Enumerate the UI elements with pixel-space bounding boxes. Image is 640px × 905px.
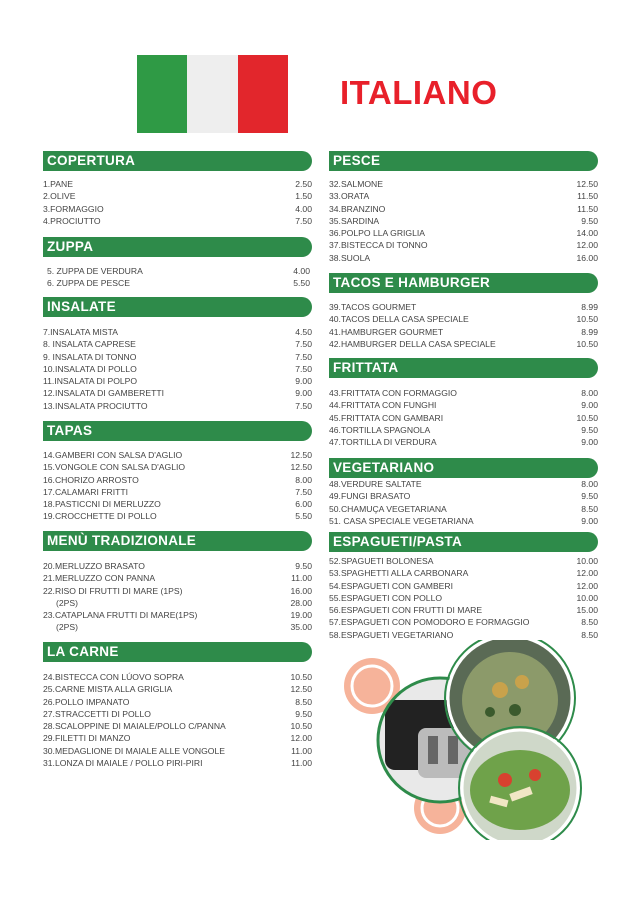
menu-item: 50.CHAMUÇA VEGETARIANA 8.50	[329, 503, 598, 514]
section-header: ZUPPA	[43, 237, 312, 257]
menu-item: 45.FRITTATA CON GAMBARI 10.50	[329, 412, 598, 423]
section-vegetariano	[329, 458, 598, 527]
menu-item: 53.SPAGHETTI ALLA CARBONARA 12.00	[329, 568, 598, 579]
section-header: COPERTURA	[43, 151, 312, 171]
menu-item: 1.PANE 2.50	[43, 179, 312, 189]
section-espagueti-pasta	[329, 532, 598, 641]
menu-item: 49.FUNGI BRASATO 9.50	[329, 491, 598, 502]
section-la-carne	[43, 642, 312, 769]
menu-item: 20.MERLUZZO BRASATO 9.50	[43, 561, 312, 571]
menu-item: (2PS) 28.00	[56, 597, 312, 608]
section-insalate	[43, 297, 312, 412]
section-header: ESPAGUETI/PASTA	[329, 532, 598, 552]
menu-item: 58.ESPAGUETI VEGETARIANO 8.50	[329, 629, 598, 640]
flag-white-stripe	[187, 55, 237, 133]
menu-item: 2.OLIVE 1.50	[43, 191, 312, 202]
flag-red-stripe	[238, 55, 288, 133]
menu-item: 34.BRANZINO 11.50	[329, 203, 598, 214]
menu-item: 11.INSALATA DI POLPO 9.00	[43, 376, 312, 387]
menu-item: 32.SALMONE 12.50	[329, 179, 598, 189]
section-header: TACOS E HAMBURGER	[329, 273, 598, 293]
menu-item: 9. INSALATA DI TONNO 7.50	[43, 351, 312, 362]
menu-item: 44.FRITTATA CON FUNGHI 9.00	[329, 400, 598, 411]
menu-item: 31.LONZA DI MAIALE / POLLO PIRI-PIRI 11.00	[43, 758, 312, 769]
menu-item: 5. ZUPPA DE VERDURA 4.00	[47, 266, 310, 276]
section-header: LA CARNE	[43, 642, 312, 662]
menu-title: ITALIANO	[340, 74, 498, 111]
menu-item: 26.POLLO IMPANATO 8.50	[43, 696, 312, 707]
menu-item: 42.HAMBURGER DELLA CASA SPECIALE 10.50	[329, 338, 598, 349]
menu-item: (2PS) 35.00	[56, 622, 312, 633]
section-header: FRITTATA	[329, 358, 598, 378]
menu-item: 54.ESPAGUETI CON GAMBERI 12.00	[329, 580, 598, 591]
menu-item: 7.INSALATA MISTA 4.50	[43, 327, 312, 337]
section-header: VEGETARIANO	[329, 458, 598, 478]
menu-item: 29.FILETTI DI MANZO 12.00	[43, 733, 312, 744]
menu-item: 17.CALAMARI FRITTI 7.50	[43, 486, 312, 497]
section-header: TAPAS	[43, 421, 312, 441]
menu-item: 22.RISO DI FRUTTI DI MARE (1PS) 16.00	[43, 585, 312, 596]
menu-item: 24.BISTECCA CON LÚOVO SOPRA 10.50	[43, 672, 312, 682]
menu-item: 38.SUOLA 16.00	[329, 252, 598, 263]
menu-item: 37.BISTECCA DI TONNO 12.00	[329, 240, 598, 251]
menu-item: 23.CATAPLANA FRUTTI DI MARE(1PS) 19.00	[43, 610, 312, 621]
menu-item: 52.SPAGUETI BOLONESA 10.00	[329, 556, 598, 566]
menu-item: 33.ORATA 11.50	[329, 191, 598, 202]
food-photo-collage	[340, 640, 590, 840]
section-menu-tradizionale	[43, 531, 312, 634]
menu-item: 18.PASTICCNI DI MERLUZZO 6.00	[43, 499, 312, 510]
menu-item: 10.INSALATA DI POLLO 7.50	[43, 363, 312, 374]
menu-item: 36.POLPO LLA GRIGLIA 14.00	[329, 228, 598, 239]
flag-green-stripe	[137, 55, 187, 133]
menu-item: 27.STRACCETTI DI POLLO 9.50	[43, 708, 312, 719]
menu-item: 55.ESPAGUETI CON POLLO 10.00	[329, 592, 598, 603]
menu-item: 39.TACOS GOURMET 8.99	[329, 302, 598, 312]
section-copertura	[43, 151, 312, 227]
section-header: INSALATE	[43, 297, 312, 317]
menu-item: 3.FORMAGGIO 4.00	[43, 203, 312, 214]
menu-item: 12.INSALATA DI GAMBERETTI 9.00	[43, 388, 312, 399]
section-pesce	[329, 151, 598, 264]
menu-item: 28.SCALOPPINE DI MAIALE/POLLO C/PANNA 10.50	[43, 721, 312, 732]
menu-item: 30.MEDAGLIONE DI MAIALE ALLE VONGOLE 11.00	[43, 745, 312, 756]
menu-item: 8. INSALATA CAPRESE 7.50	[43, 339, 312, 350]
section-header: PESCE	[329, 151, 598, 171]
menu-item: 51. CASA SPECIALE VEGETARIANA 9.00	[329, 515, 598, 526]
menu-item: 41.HAMBURGER GOURMET 8.99	[329, 326, 598, 337]
menu-item: 6. ZUPPA DE PESCE 5.50	[47, 278, 310, 289]
menu-item: 14.GAMBERI CON SALSA D'AGLIO 12.50	[43, 450, 312, 460]
menu-item: 19.CROCCHETTE DI POLLO 5.50	[43, 511, 312, 522]
menu-item: 21.MERLUZZO CON PANNA 11.00	[43, 573, 312, 584]
menu-item: 40.TACOS DELLA CASA SPECIALE 10.50	[329, 314, 598, 325]
section-zuppa	[43, 237, 312, 290]
menu-item: 56.ESPAGUETI CON FRUTTI DI MARE 15.00	[329, 605, 598, 616]
menu-item: 25.CARNE MISTA ALLA GRIGLIA 12.50	[43, 684, 312, 695]
menu-item: 57.ESPAGUETI CON POMODORO E FORMAGGIO 8.50	[329, 617, 598, 628]
menu-item: 46.TORTILLA SPAGNOLA 9.50	[329, 424, 598, 435]
menu-item: 4.PROCIUTTO 7.50	[43, 215, 312, 226]
menu-item: 48.VERDURE SALTATE 8.00	[329, 479, 598, 489]
menu-item: 35.SARDINA 9.50	[329, 215, 598, 226]
section-header: MENÙ TRADIZIONALE	[43, 531, 312, 551]
section-frittata	[329, 358, 598, 448]
menu-item: 43.FRITTATA CON FORMAGGIO 8.00	[329, 388, 598, 398]
italian-flag	[137, 55, 288, 133]
section-tacos-e-hamburger	[329, 273, 598, 350]
section-tapas	[43, 421, 312, 523]
menu-item: 16.CHORIZO ARROSTO 8.00	[43, 474, 312, 485]
menu-item: 13.INSALATA PROCIUTTO 7.50	[43, 400, 312, 411]
menu-item: 15.VONGOLE CON SALSA D'AGLIO 12.50	[43, 462, 312, 473]
menu-item: 47.TORTILLA DI VERDURA 9.00	[329, 437, 598, 448]
